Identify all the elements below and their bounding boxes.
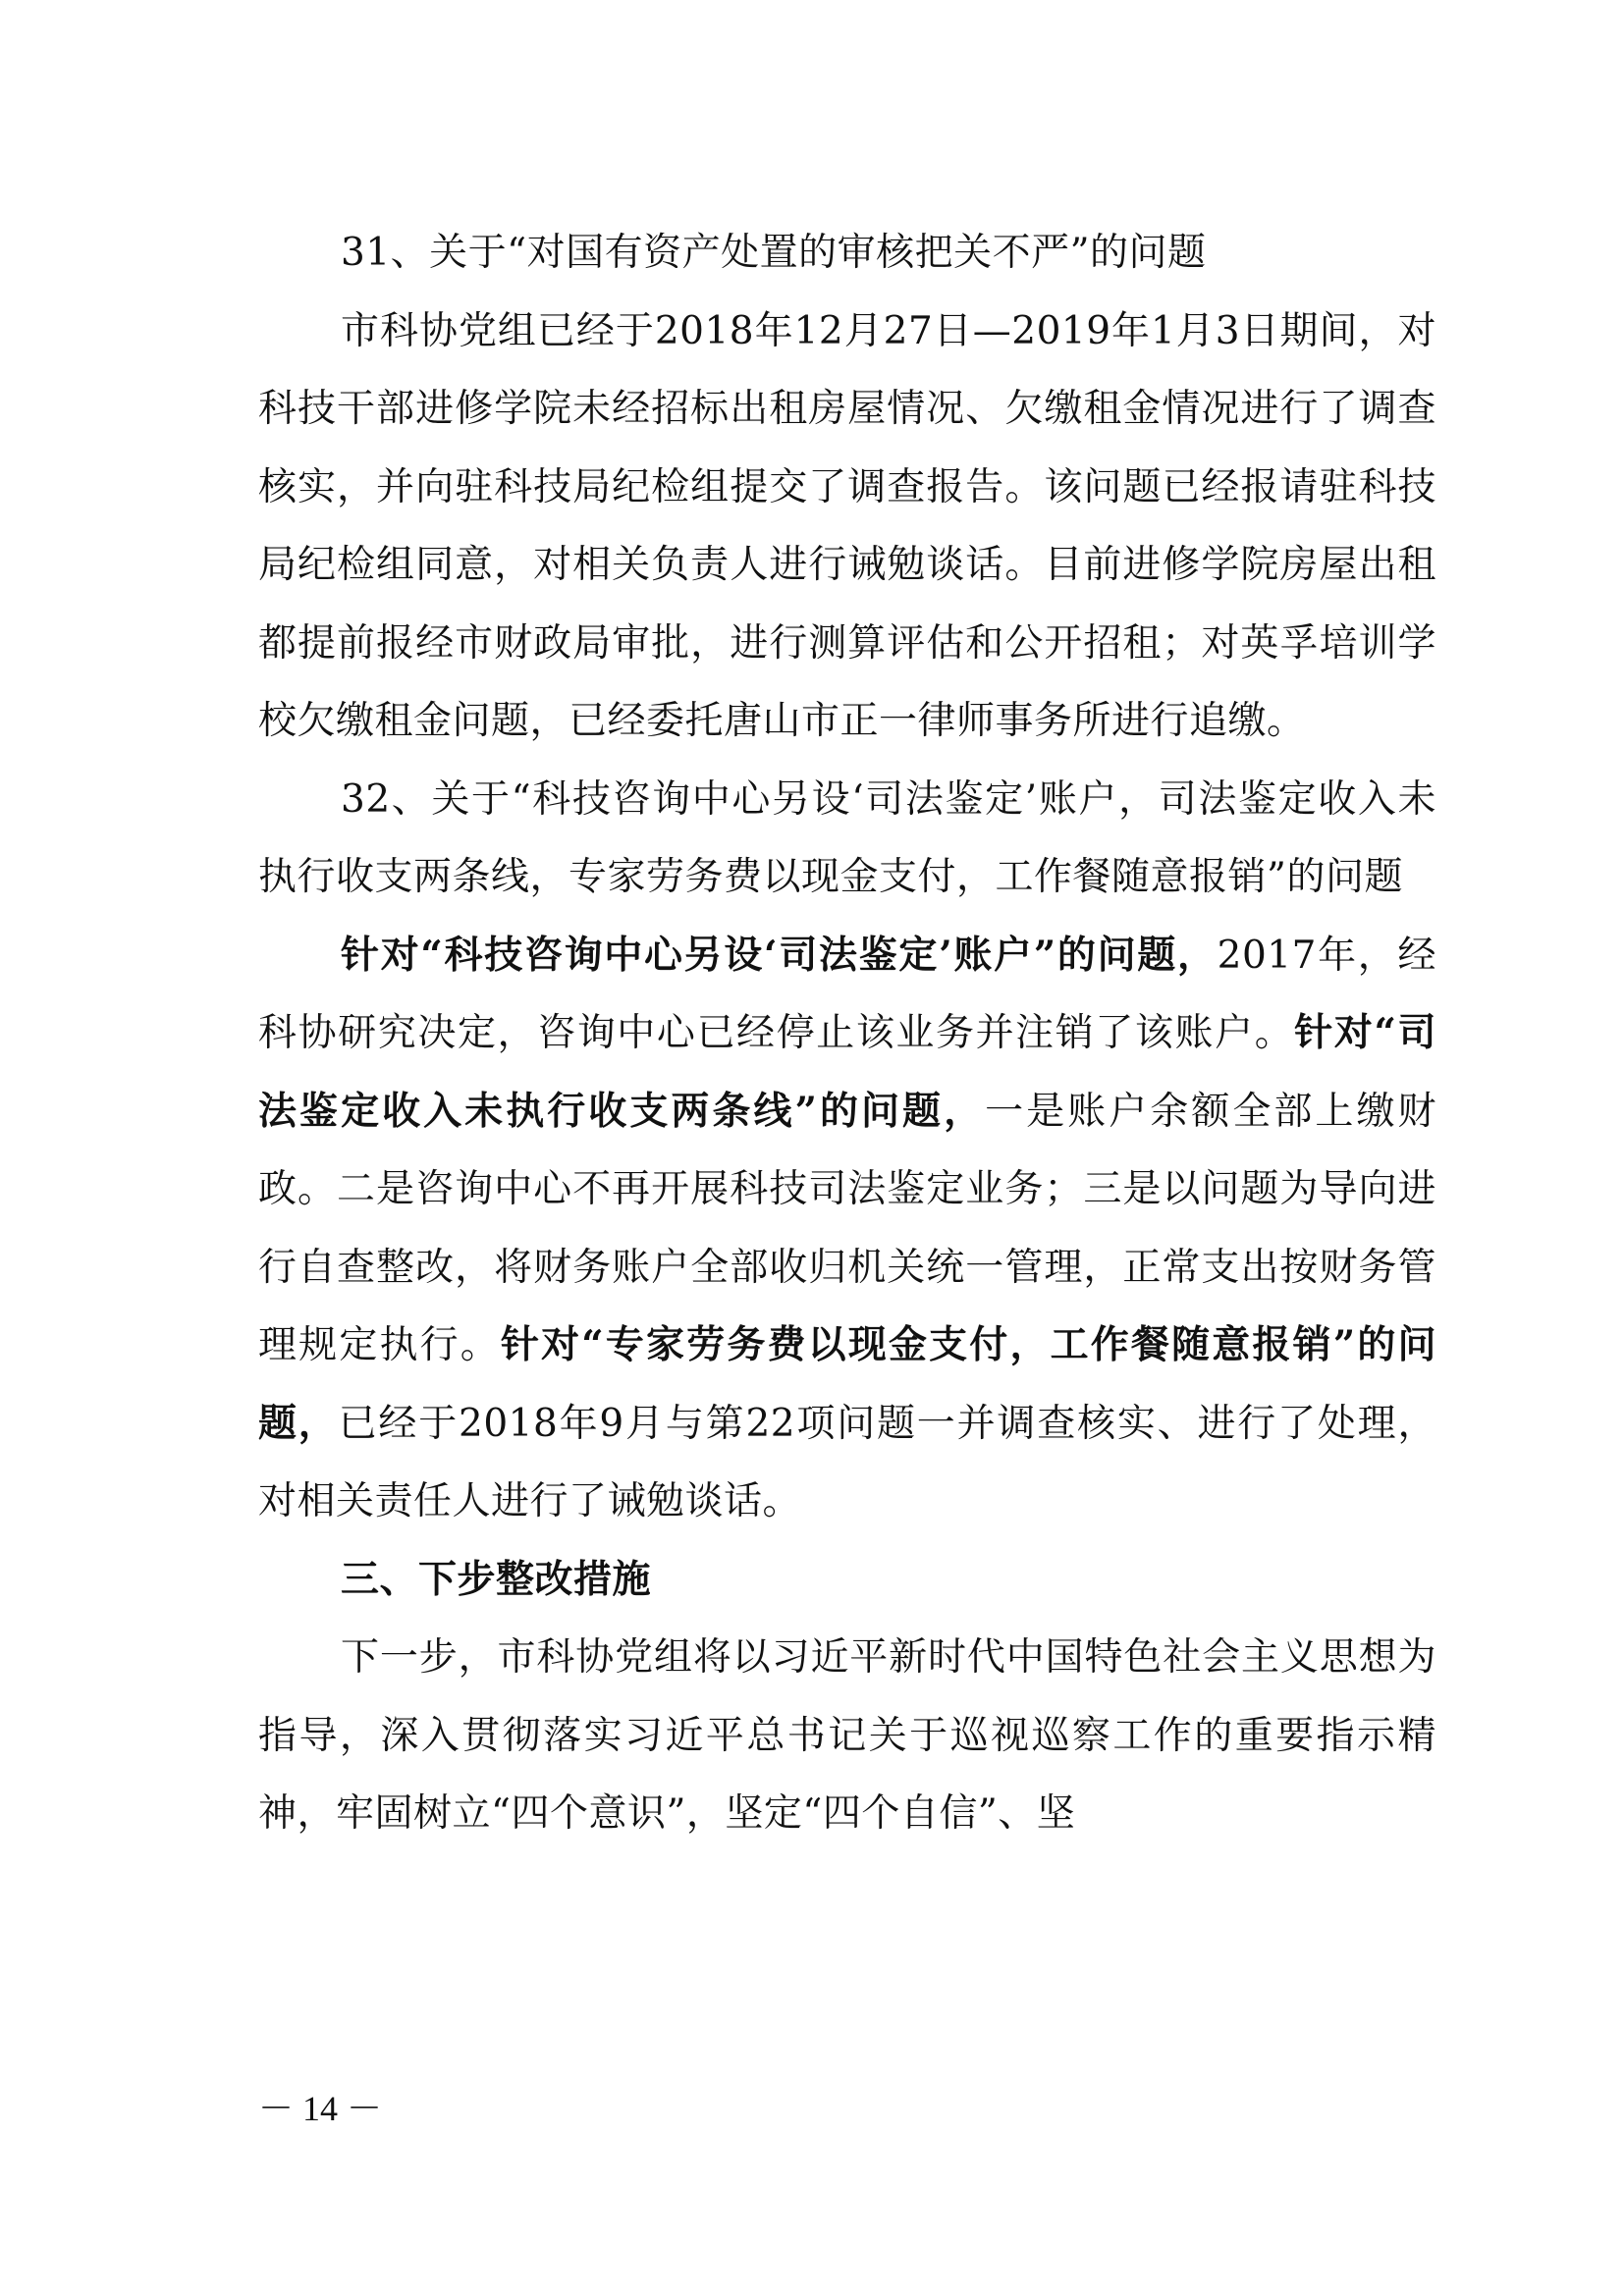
section-3-body: 下一步，市科协党组将以习近平新时代中国特色社会主义思想为指导，深入贯彻落实习近平总书记关于巡视巡察工作的重要指示精神，牢固树立“四个意识”，坚定“四个自信”、坚 bbox=[258, 1635, 1436, 1836]
item-32-body bbox=[258, 917, 1436, 1541]
body-text bbox=[258, 214, 1436, 1853]
item-32-bold-lead-2: 针对“司法鉴定收入未执行收支两条线”的问题， bbox=[258, 1010, 1436, 1134]
item-32-text-3: 已经于2018年9月与第22项问题一并调查核实、进行了处理，对相关责任人进行了诫勉谈话。 bbox=[258, 1401, 1436, 1523]
item-32-text-2: 一是账户余额全部上缴财政。二是咨询中心不再开展科技司法鉴定业务；三是以问题为导向进行自查整改，将财务账户全部收归机关统一管理，正常支出按财务管理规定执行。 bbox=[258, 1089, 1436, 1367]
item-32-text-1: 2017年，经科协研究决定，咨询中心已经停止该业务并注销了该账户。 bbox=[258, 933, 1436, 1055]
section-3-heading: 三、下步整改措施 bbox=[341, 1556, 652, 1602]
item-31-heading: 31、关于“对国有资产处置的审核把关不严”的问题 bbox=[341, 231, 1207, 275]
page-number: － 14 － bbox=[258, 2089, 383, 2128]
item-31-body: 市科协党组已经于2018年12月27日—2019年1月3日期间，对科技干部进修学院未经招标出租房屋情况、欠缴租金情况进行了调查核实，并向驻科技局纪检组提交了调查报告。该问题已经报请驻科技局纪检组同意，对相关负责人进行诫勉谈话。目前进修学院房屋出租都提前报经市财政局审批，进行测算评估和公开招租；对英孚培训学校欠缴租金问题，已经委托唐山市正一律师事务所进行追缴。 bbox=[258, 308, 1436, 743]
item-32-heading: 32、关于“科技咨询中心另设‘司法鉴定’账户，司法鉴定收入未执行收支两条线，专家劳务费以现金支付，工作餐随意报销”的问题 bbox=[258, 776, 1436, 899]
item-32-bold-lead-1: 针对“科技咨询中心另设‘司法鉴定’账户”的问题， bbox=[341, 932, 1218, 978]
item-32-bold-lead-3: 针对“专家劳务费以现金支付，工作餐随意报销”的问题， bbox=[258, 1322, 1436, 1446]
